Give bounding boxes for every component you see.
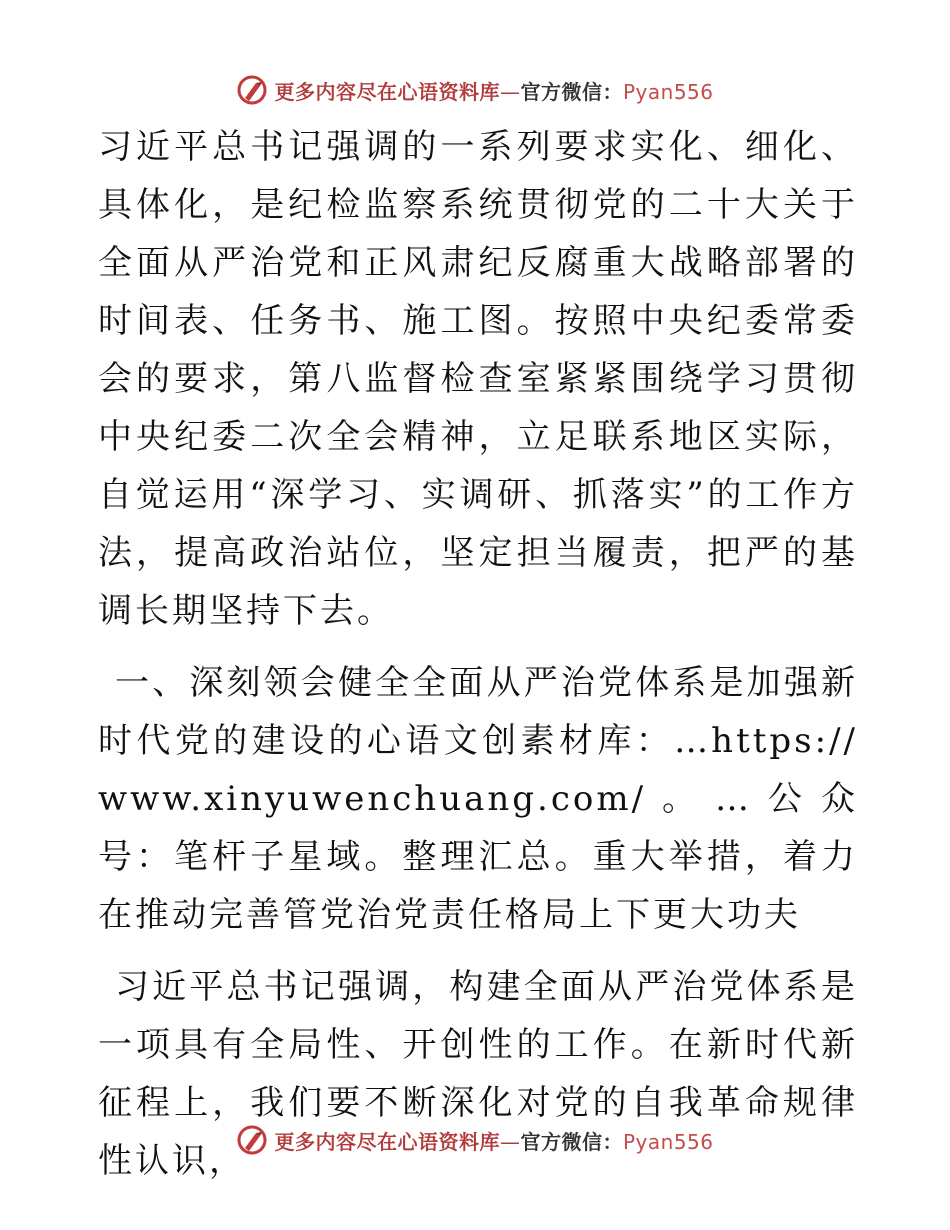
document-body [98,118,858,1190]
page-header-banner [0,68,950,112]
footer-account-id: Pyan556 [622,1129,714,1154]
body-paragraph-1: 习近平总书记强调的一系列要求实化、细化、具体化，是纪检监察系统贯彻党的二十大关于全面从严治党和正风肃纪反腐重大战略部署的时间表、任务书、施工图。按照中央纪委常委会的要求，第八监督检查室紧紧围绕学习贯彻中央纪委二次全会精神，立足联系地区实际，自觉运用“深学习、实调研、抓落实”的工作方法，提高政治站位，坚定担当履责，把严的基调长期坚持下去。 [98,127,858,631]
footer-dash: — [499,1129,521,1154]
footer-banner-text [274,1126,713,1155]
footer-main-text: 更多内容尽在心语资料库 [274,1129,500,1154]
pen-nib-logo-icon [236,1124,268,1156]
pen-nib-logo-icon [236,74,268,106]
header-official-label: 官方微信： [520,79,623,104]
body-paragraph-3: 习近平总书记强调，构建全面从严治党体系是一项具有全局性、开创性的工作。在新时代新征程上，我们要不断深化对党的自我革命规律性认识， [98,967,858,1181]
page-footer-banner [0,1118,950,1162]
header-main-text: 更多内容尽在心语资料库 [274,79,500,104]
header-banner-text [274,76,713,105]
header-account-id: Pyan556 [622,79,714,104]
section-heading-paragraph: 一、深刻领会健全全面从严治党体系是加强新时代党的建设的心语文创素材库：…https://www.xinyuwenchuang.com/。…公众号：笔杆子星域。整理汇总。重大举措，着力在推动完善管党治党责任格局上下更大功夫 [98,663,858,935]
header-dash: — [499,79,521,104]
footer-official-label: 官方微信： [520,1129,623,1154]
